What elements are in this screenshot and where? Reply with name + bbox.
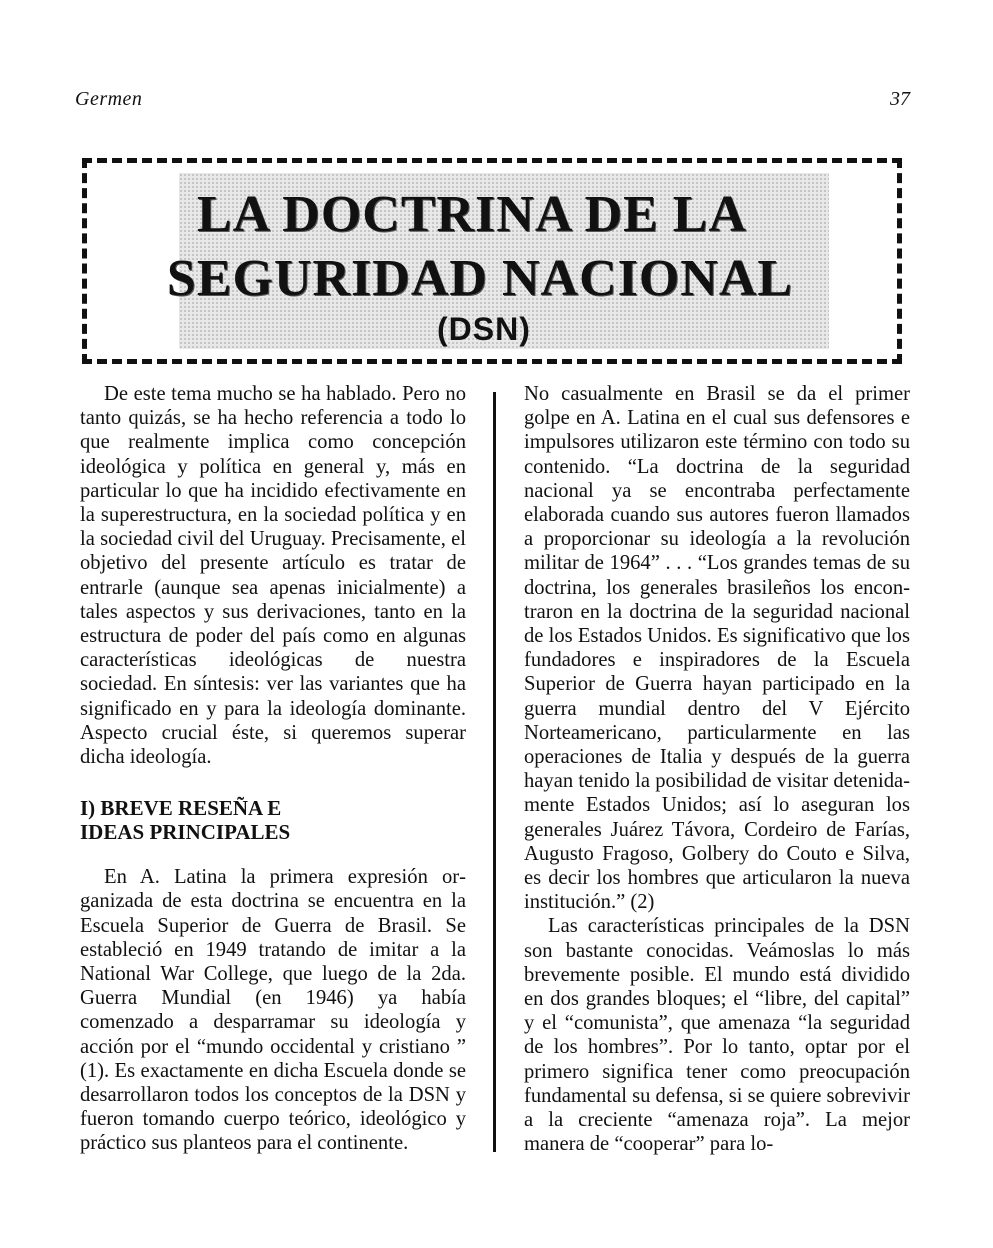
title-frame bbox=[82, 158, 902, 364]
journal-name: Germen bbox=[75, 88, 143, 110]
body-paragraph: Las características principales de la DSN son bastante conocidas. Veámoslas lo más brevemente posible. El mundo está dividido en dos grandes bloques; el “libre, del capital” y el “comunista”, que amenaza “la seguridad de los hombres”. Por lo tanto, optar por el primero significa tener como preocupación fundamental su defensa, si se quiere sobrevivir a la creciente “amenaza roja”. La mejor manera de “cooperar” para lo- bbox=[524, 915, 911, 1156]
section-heading-line-2: IDEAS PRINCIPALES bbox=[80, 820, 291, 845]
article-title-line-1: LA DOCTRINA DE LA bbox=[196, 186, 748, 243]
running-header bbox=[75, 88, 910, 118]
section-heading bbox=[80, 796, 466, 844]
article-title-acronym: (DSN) bbox=[437, 311, 531, 347]
body-paragraph: No casualmente en Brasil se da el primer golpe en A. Latina en el cual sus defensores e impulsores utilizaron este término con todo su contenido. “La doctrina de la seguridad nacional ya se encontraba perfectamente elaborada cuando sus autores fueron llamados a proporcionar su ideología a la revolución militar de 1964” . . . “Los grandes temas de su doctrina, los generales brasileños los encontraron en la doctrina de la seguridad nacional de los Estados Unidos. Es significativo que los fundadores e inspiradores de la Escuela Superior de Guerra hayan participado en la guerra mundial dentro del V Ejército Norteamericano, particularmente en las operaciones de Italia y después de la guerra hayan tenido la posibilidad de visitar detenidamente Estados Unidos; así lo aseguran los generales Juárez Távora, Cordeiro de Farías, Augusto Fragoso, Golbery do Couto e Silva, es decir los hombres que articularon la nueva institución.” (2) bbox=[524, 383, 910, 914]
right-column bbox=[524, 382, 910, 1157]
body-paragraph: En A. Latina la primera expresión organizada de esta doctrina se encuentra en la Escuela Superior de Guerra de Brasil. Se estableció en 1949 tratando de imitar a la National War College, que luego de la 2da. Guerra Mundial (en 1946) ya había comenzado a desparramar su ideología y acción por el “mundo occidental y cristiano ” (1). Es exactamente en dicha Escuela donde se desarrollaron todos los conceptos de la DSN y fueron tomando cuerpo teórico, ideológico y práctico sus planteos para el continente. bbox=[80, 866, 466, 1155]
intro-paragraph: De este tema mucho se ha hablado. Pero no tanto quizás, se ha hecho referencia a todo lo que realmente implica como concepción ideológica y política en general y, más en particular lo que ha incidido efectivamente en la superestructura, en la sociedad política y en la sociedad civil del Uruguay. Precisamente, el objetivo del presente artículo es tratar de entrarle (aunque sea apenas inicialmente) a tales aspectos y sus derivaciones, tanto en la estructura de poder del país como en algunas características ideológicas de nuestra sociedad. En síntesis: ver las variantes que ha significado en y para la ideología dominante. Aspecto crucial éste, si queremos superar dicha ideología. bbox=[80, 383, 466, 769]
section-heading-line-1: I) BREVE RESEÑA E bbox=[80, 796, 282, 821]
page-number: 37 bbox=[890, 88, 910, 110]
article-title-line-2: SEGURIDAD NACIONAL bbox=[166, 250, 794, 307]
left-column bbox=[80, 382, 466, 1156]
column-divider bbox=[493, 392, 496, 1152]
